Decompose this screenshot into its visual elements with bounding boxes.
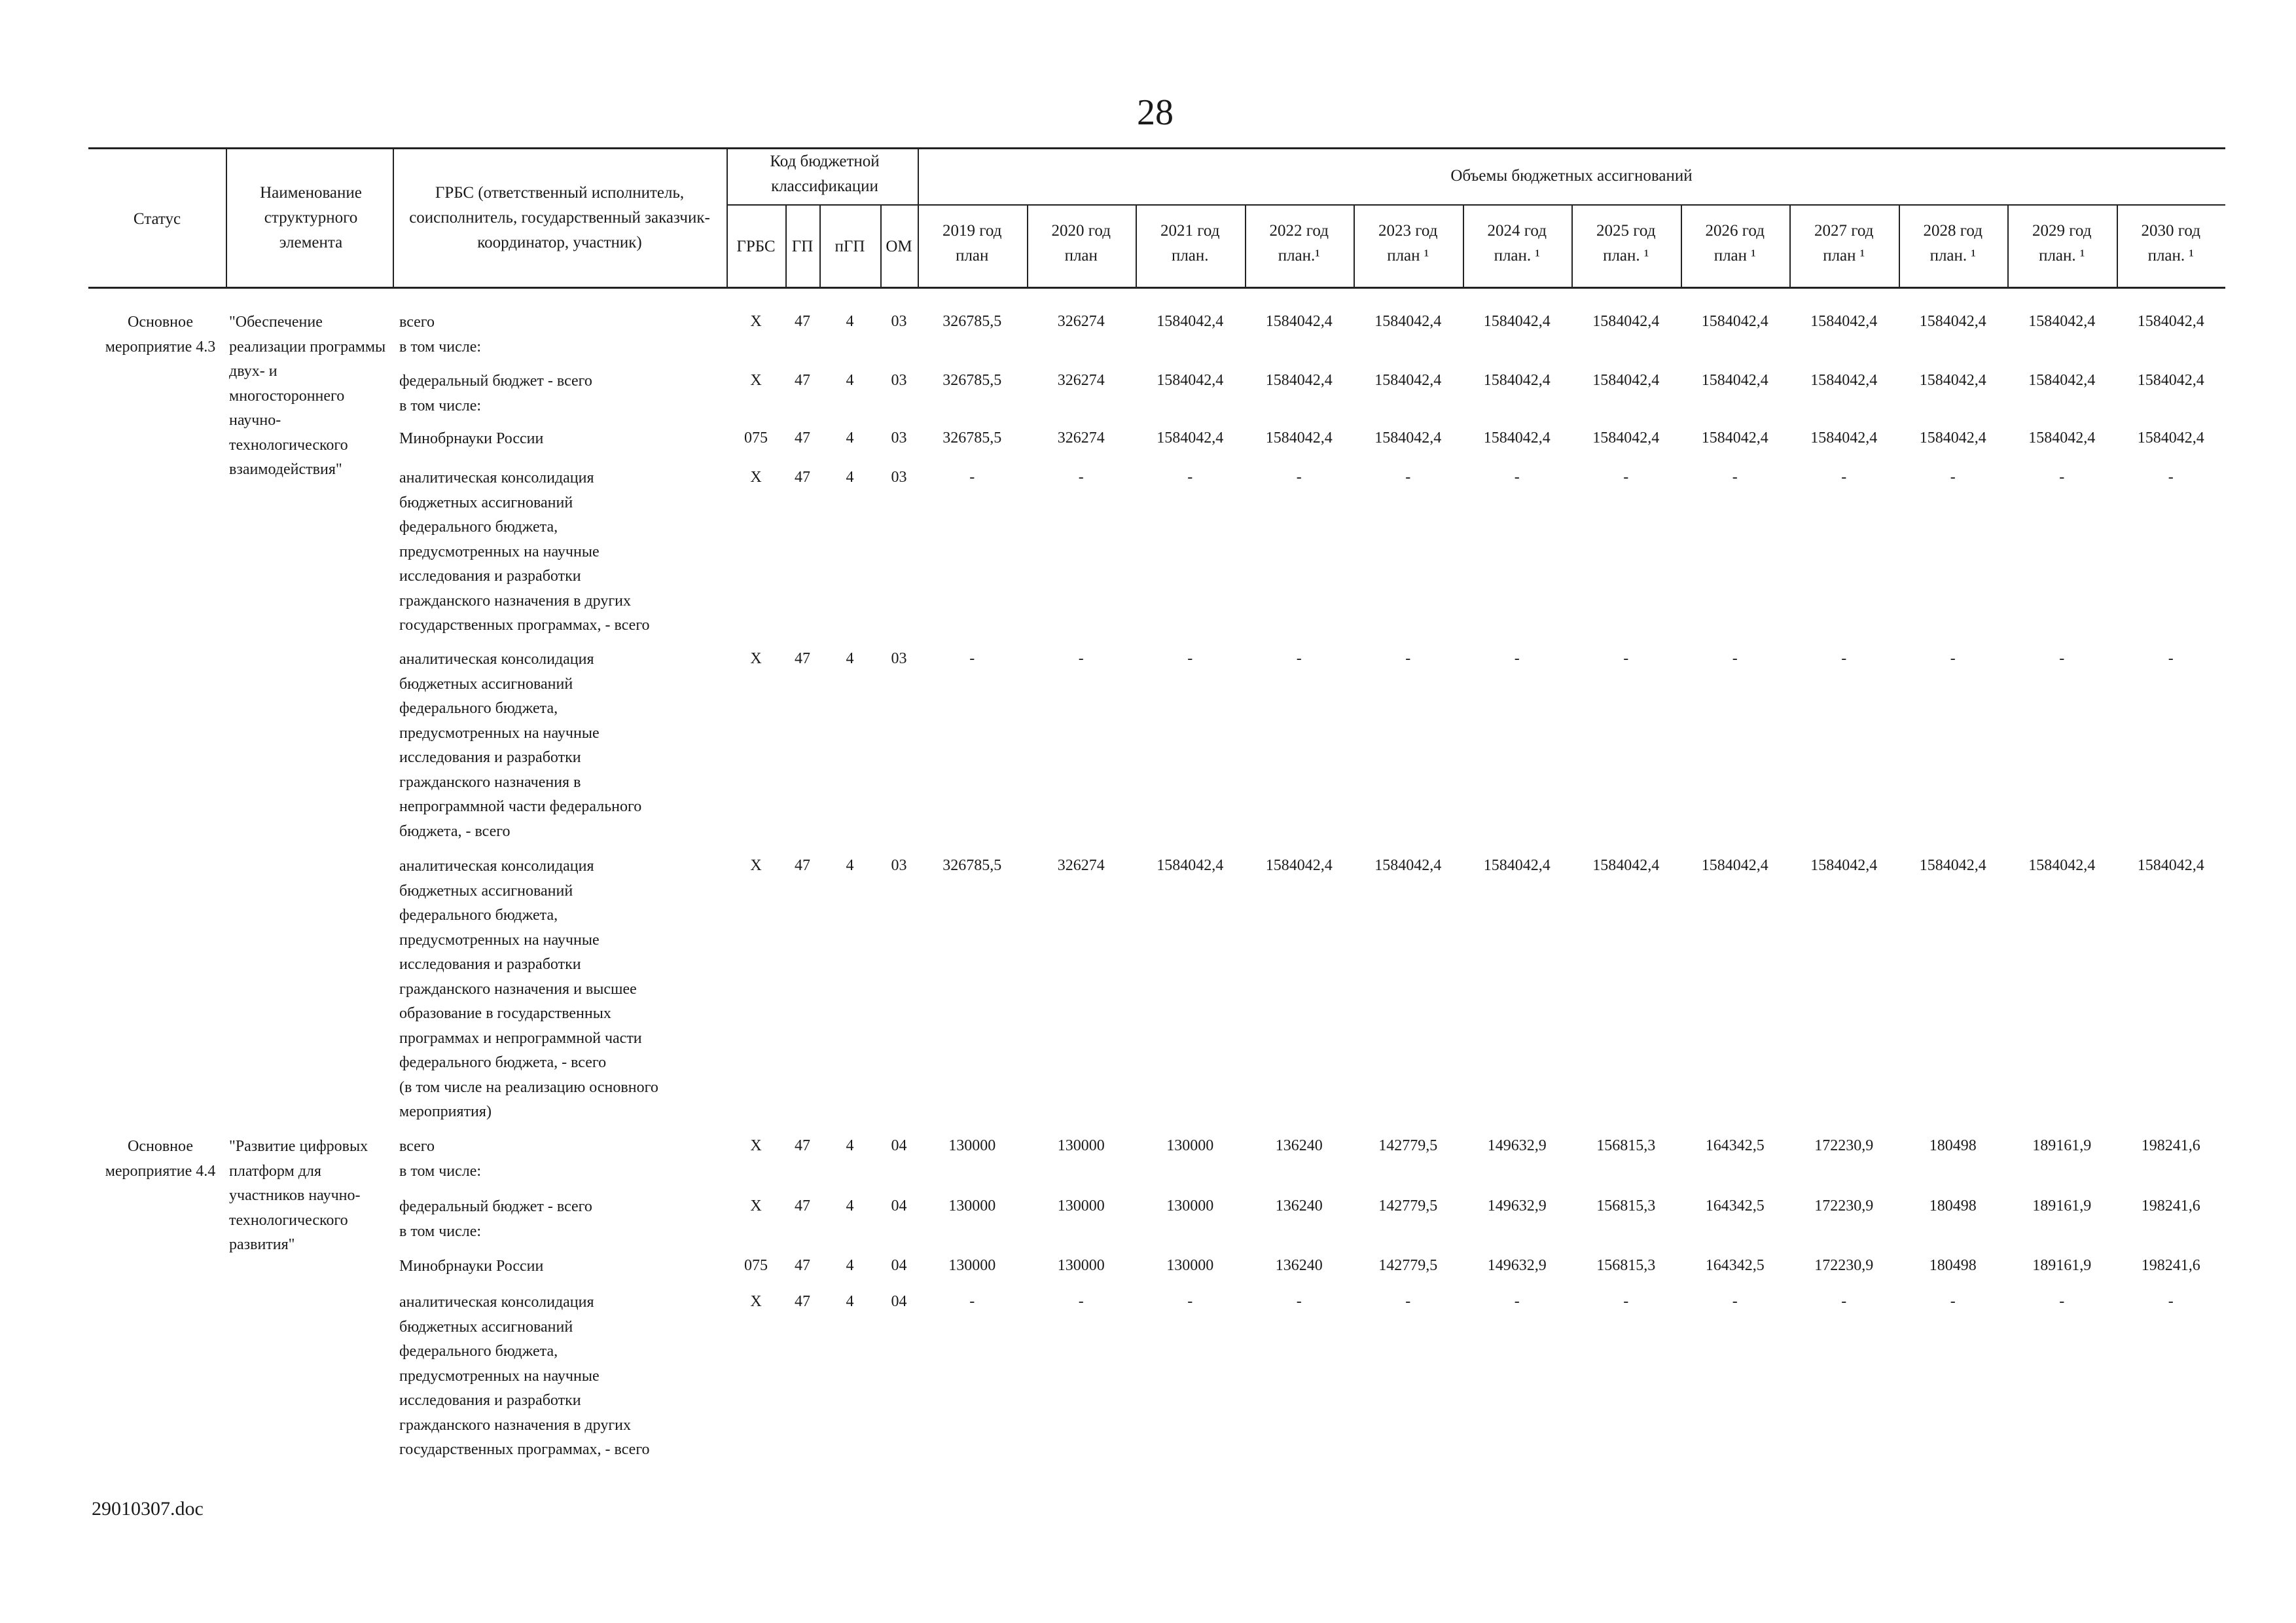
row-value: 326785,5 (942, 857, 1002, 874)
row-kbk-grbs: X (750, 372, 762, 389)
row-value: 142779,5 (1378, 1137, 1438, 1154)
header-volumes: Объемы бюджетных ассигнований (1450, 167, 1693, 185)
row-value: - (1623, 469, 1629, 486)
row-value: - (1514, 469, 1520, 486)
row-grbs-text: аналитическая консолидация бюджетных ассигнований федерального бюджета, предусмотренных на научные исследования и разработки гражданского назначения в других государственных программах, - всего (399, 1294, 650, 1458)
header-kbk-grbs: ГРБС (736, 238, 776, 255)
row-value: 180498 (1929, 1197, 1977, 1214)
row-kbk-om: 04 (891, 1137, 907, 1154)
header-kbk-om: ОМ (886, 238, 912, 255)
row-value: 1584042,4 (1483, 857, 1551, 874)
row-grbs-text: аналитическая консолидация бюджетных ассигнований федерального бюджета, предусмотренных на научные исследования и разработки гражданского назначения и высшее образование в государственных программах и непрограммной части федерального бюджета, - всего (в том числе на реализацию основного мероприятия) (399, 858, 658, 1120)
row-value: 136240 (1275, 1137, 1323, 1154)
header-year-plan: план ¹ (1713, 247, 1756, 264)
row-value: 1584042,4 (1265, 372, 1333, 389)
row-kbk-grbs: 075 (744, 1257, 768, 1274)
row-value: - (2168, 469, 2174, 486)
row-value: 326785,5 (942, 313, 1002, 330)
header-year-label: 2023 год (1378, 222, 1438, 240)
row-value: - (1732, 650, 1738, 667)
row-value: 130000 (1057, 1137, 1105, 1154)
row-value: 1584042,4 (2137, 313, 2204, 330)
header-year-plan: план. ¹ (2039, 247, 2085, 264)
row-kbk-om: 03 (891, 372, 907, 389)
row-value: - (1405, 469, 1411, 486)
row-value: 180498 (1929, 1137, 1977, 1154)
row-value: 1584042,4 (1374, 857, 1442, 874)
footer-filename: 29010307.doc (92, 1498, 204, 1520)
row-kbk-grbs: X (750, 1197, 762, 1214)
row-value: 198241,6 (2141, 1257, 2200, 1274)
row-value: 1584042,4 (1592, 429, 1660, 447)
row-kbk-om: 03 (891, 429, 907, 447)
header-year (1136, 219, 1245, 268)
row-value: 130000 (1166, 1197, 1214, 1214)
row-value: 1584042,4 (1592, 313, 1660, 330)
row-kbk-grbs: X (750, 857, 762, 874)
row-value: 142779,5 (1378, 1197, 1438, 1214)
row-grbs-text: всего в том числе: (399, 314, 482, 356)
row-kbk-grbs: X (750, 313, 762, 330)
row-value: 189161,9 (2032, 1257, 2092, 1274)
row-kbk-gp: 47 (795, 650, 810, 667)
row-value: 1584042,4 (1919, 857, 1986, 874)
header-kbk-pgp: пГП (834, 238, 865, 255)
header-name: Наименование структурного элемента (260, 184, 362, 251)
row-value: 1584042,4 (1265, 429, 1333, 447)
row-value: 1584042,4 (1483, 429, 1551, 447)
row-value: - (1078, 469, 1084, 486)
header-year-label: 2021 год (1160, 222, 1220, 240)
page-number: 28 (1137, 92, 1174, 133)
row-value: 149632,9 (1487, 1197, 1547, 1214)
row-value: 136240 (1275, 1257, 1323, 1274)
row-kbk-pgp: 4 (846, 857, 854, 874)
row-value: 130000 (1057, 1257, 1105, 1274)
header-year-label: 2022 год (1269, 222, 1329, 240)
row-kbk-grbs: X (750, 1137, 762, 1154)
row-value: 1584042,4 (2137, 372, 2204, 389)
header-year-plan: план. (1171, 247, 1209, 264)
row-value: 1584042,4 (1157, 429, 1224, 447)
header-year-plan: план ¹ (1387, 247, 1429, 264)
row-value: - (1950, 1293, 1956, 1310)
row-value: 326274 (1057, 372, 1105, 389)
header-year (918, 219, 1027, 268)
row-value: 1584042,4 (1483, 372, 1551, 389)
header-year-label: 2019 год (942, 222, 1002, 240)
row-value: 130000 (1166, 1137, 1214, 1154)
row-value: - (2059, 469, 2065, 486)
header-kbk-gp: ГП (791, 238, 814, 255)
row-value: 142779,5 (1378, 1257, 1438, 1274)
kbk-rule (726, 204, 918, 206)
row-value: 1584042,4 (1701, 429, 1768, 447)
row-value: 1584042,4 (1592, 372, 1660, 389)
header-year (2117, 219, 2226, 268)
row-value: 1584042,4 (1374, 429, 1442, 447)
row-value: 1584042,4 (1265, 313, 1333, 330)
row-kbk-gp: 47 (795, 1257, 810, 1274)
row-value: 198241,6 (2141, 1197, 2200, 1214)
row-value: - (1296, 1293, 1302, 1310)
row-value: 1584042,4 (1157, 372, 1224, 389)
row-value: 130000 (1166, 1257, 1214, 1274)
row-kbk-gp: 47 (795, 1137, 810, 1154)
row-value: 1584042,4 (2028, 857, 2096, 874)
row-value: - (1950, 469, 1956, 486)
row-kbk-grbs: X (750, 469, 762, 486)
row-value: 164342,5 (1705, 1197, 1765, 1214)
row-kbk-grbs: X (750, 650, 762, 667)
row-kbk-pgp: 4 (846, 650, 854, 667)
row-value: - (1732, 469, 1738, 486)
header-year (1027, 219, 1136, 268)
row-value: - (2168, 650, 2174, 667)
row-value: 198241,6 (2141, 1137, 2200, 1154)
header-year-plan: план. ¹ (2147, 247, 2194, 264)
header-kbk: Код бюджетной классификации (770, 153, 880, 195)
row-value: 1584042,4 (1919, 372, 1986, 389)
row-kbk-pgp: 4 (846, 313, 854, 330)
header-year-label: 2025 год (1596, 222, 1656, 240)
row-value: 180498 (1929, 1257, 1977, 1274)
header-year-plan: план. ¹ (1603, 247, 1649, 264)
row-kbk-grbs: 075 (744, 429, 768, 447)
row-kbk-om: 03 (891, 650, 907, 667)
row-value: - (2059, 1293, 2065, 1310)
row-value: 156815,3 (1596, 1257, 1656, 1274)
row-value: 326274 (1057, 313, 1105, 330)
row-value: - (1623, 1293, 1629, 1310)
row-value: 1584042,4 (1374, 372, 1442, 389)
hdr-vline-3 (726, 147, 728, 288)
row-kbk-pgp: 4 (846, 1293, 854, 1310)
row-kbk-om: 04 (891, 1197, 907, 1214)
row-value: 1584042,4 (1919, 313, 1986, 330)
row-kbk-grbs: X (750, 1293, 762, 1310)
header-year (2007, 219, 2117, 268)
row-value: 1584042,4 (1810, 857, 1878, 874)
row-value: - (1514, 650, 1520, 667)
block-status: Основное мероприятие 4.4 (105, 1138, 216, 1180)
header-year-label: 2029 год (2032, 222, 2092, 240)
row-value: - (1841, 469, 1847, 486)
row-kbk-pgp: 4 (846, 429, 854, 447)
row-value: - (1187, 650, 1193, 667)
row-value: - (1405, 1293, 1411, 1310)
header-year (1899, 219, 2008, 268)
row-value: 1584042,4 (1919, 429, 1986, 447)
row-value: 1584042,4 (2028, 429, 2096, 447)
row-value: 1584042,4 (1810, 313, 1878, 330)
row-value: 149632,9 (1487, 1257, 1547, 1274)
row-value: - (1950, 650, 1956, 667)
header-year-plan: план (956, 247, 989, 264)
row-value: - (1514, 1293, 1520, 1310)
header-year-plan: план ¹ (1823, 247, 1865, 264)
header-year-label: 2027 год (1814, 222, 1874, 240)
row-value: 1584042,4 (1483, 313, 1551, 330)
row-kbk-gp: 47 (795, 469, 810, 486)
header-year (1354, 219, 1463, 268)
header-year-plan: план.¹ (1278, 247, 1320, 264)
row-kbk-gp: 47 (795, 1293, 810, 1310)
row-value: - (1405, 650, 1411, 667)
row-grbs-text: федеральный бюджет - всего в том числе: (399, 1198, 592, 1240)
row-value: 1584042,4 (1265, 857, 1333, 874)
row-value: 1584042,4 (2137, 429, 2204, 447)
row-kbk-pgp: 4 (846, 1257, 854, 1274)
header-year (1571, 219, 1681, 268)
row-value: 149632,9 (1487, 1137, 1547, 1154)
row-value: 326274 (1057, 429, 1105, 447)
row-value: - (1296, 650, 1302, 667)
row-value: 164342,5 (1705, 1137, 1765, 1154)
row-kbk-gp: 47 (795, 372, 810, 389)
row-kbk-gp: 47 (795, 1197, 810, 1214)
row-value: 1584042,4 (2137, 857, 2204, 874)
row-value: 1584042,4 (2028, 372, 2096, 389)
row-value: 326785,5 (942, 372, 1002, 389)
header-year-label: 2030 год (2141, 222, 2200, 240)
row-grbs-text: Минобрнауки России (399, 1258, 544, 1275)
row-value: 326274 (1057, 857, 1105, 874)
header-status: Статус (133, 210, 181, 228)
header-year-label: 2026 год (1705, 222, 1765, 240)
block-name: "Развитие цифровых платформ для участников научно-технологического развития" (229, 1138, 368, 1253)
row-kbk-pgp: 4 (846, 1137, 854, 1154)
row-grbs-text: всего в том числе: (399, 1138, 482, 1180)
row-value: 172230,9 (1814, 1137, 1874, 1154)
row-value: 136240 (1275, 1197, 1323, 1214)
header-top-rule (88, 147, 2225, 149)
header-year-label: 2024 год (1487, 222, 1547, 240)
row-value: 130000 (948, 1257, 996, 1274)
row-grbs-text: федеральный бюджет - всего в том числе: (399, 373, 592, 414)
row-value: 1584042,4 (2028, 313, 2096, 330)
row-value: 1584042,4 (1157, 313, 1224, 330)
row-value: 1584042,4 (1374, 313, 1442, 330)
header-year (1463, 219, 1572, 268)
row-kbk-pgp: 4 (846, 1197, 854, 1214)
row-value: 130000 (1057, 1197, 1105, 1214)
row-value: - (1841, 1293, 1847, 1310)
header-year (1245, 219, 1354, 268)
header-year (1681, 219, 1790, 268)
header-year-plan: план. ¹ (1494, 247, 1540, 264)
row-kbk-gp: 47 (795, 313, 810, 330)
row-value: 189161,9 (2032, 1197, 2092, 1214)
row-kbk-om: 04 (891, 1257, 907, 1274)
header-bottom-rule (88, 287, 2225, 289)
row-value: - (1187, 1293, 1193, 1310)
row-grbs-text: Минобрнауки России (399, 430, 544, 447)
row-value: 1584042,4 (1701, 372, 1768, 389)
row-kbk-om: 03 (891, 469, 907, 486)
row-kbk-pgp: 4 (846, 372, 854, 389)
header-year (1789, 219, 1899, 268)
row-value: - (1296, 469, 1302, 486)
block-name: "Обеспечение реализации программы двух- и многостороннего научно-технологического взаимодействия" (229, 314, 386, 478)
row-value: 1584042,4 (1701, 857, 1768, 874)
row-value: 1584042,4 (1592, 857, 1660, 874)
header-year-plan: план. ¹ (1929, 247, 1976, 264)
row-value: 1584042,4 (1810, 429, 1878, 447)
row-value: 156815,3 (1596, 1197, 1656, 1214)
row-value: - (1841, 650, 1847, 667)
row-value: 164342,5 (1705, 1257, 1765, 1274)
row-value: - (1623, 650, 1629, 667)
row-value: - (969, 650, 975, 667)
row-value: - (969, 469, 975, 486)
row-value: 1584042,4 (1157, 857, 1224, 874)
header-year-plan: план (1064, 247, 1098, 264)
block-status: Основное мероприятие 4.3 (105, 314, 216, 356)
row-kbk-gp: 47 (795, 429, 810, 447)
row-value: - (1187, 469, 1193, 486)
row-value: - (2168, 1293, 2174, 1310)
row-value: 1584042,4 (1701, 313, 1768, 330)
row-value: 1584042,4 (1810, 372, 1878, 389)
row-kbk-om: 03 (891, 313, 907, 330)
header-year-label: 2028 год (1923, 222, 1982, 240)
row-kbk-om: 04 (891, 1293, 907, 1310)
row-value: 326785,5 (942, 429, 1002, 447)
row-value: - (1732, 1293, 1738, 1310)
row-grbs-text: аналитическая консолидация бюджетных ассигнований федерального бюджета, предусмотренных на научные исследования и разработки гражданского назначения в непрограммной части федерального бюджета, - всего (399, 651, 642, 840)
hdr-vline-1 (226, 147, 227, 288)
row-value: 156815,3 (1596, 1137, 1656, 1154)
row-kbk-om: 03 (891, 857, 907, 874)
row-value: - (2059, 650, 2065, 667)
row-value: 189161,9 (2032, 1137, 2092, 1154)
header-year-label: 2020 год (1051, 222, 1111, 240)
row-value: 172230,9 (1814, 1197, 1874, 1214)
header-grbs: ГРБС (ответственный исполнитель, соисполнитель, государственный заказчик-координатор, участник) (409, 184, 710, 251)
row-kbk-gp: 47 (795, 857, 810, 874)
row-kbk-pgp: 4 (846, 469, 854, 486)
row-value: 130000 (948, 1137, 996, 1154)
row-value: - (1078, 650, 1084, 667)
hdr-vline-2 (393, 147, 394, 288)
row-grbs-text: аналитическая консолидация бюджетных ассигнований федерального бюджета, предусмотренных на научные исследования и разработки гражданского назначения в других государственных программах, - всего (399, 469, 650, 634)
row-value: - (1078, 1293, 1084, 1310)
row-value: 130000 (948, 1197, 996, 1214)
row-value: - (969, 1293, 975, 1310)
row-value: 172230,9 (1814, 1257, 1874, 1274)
